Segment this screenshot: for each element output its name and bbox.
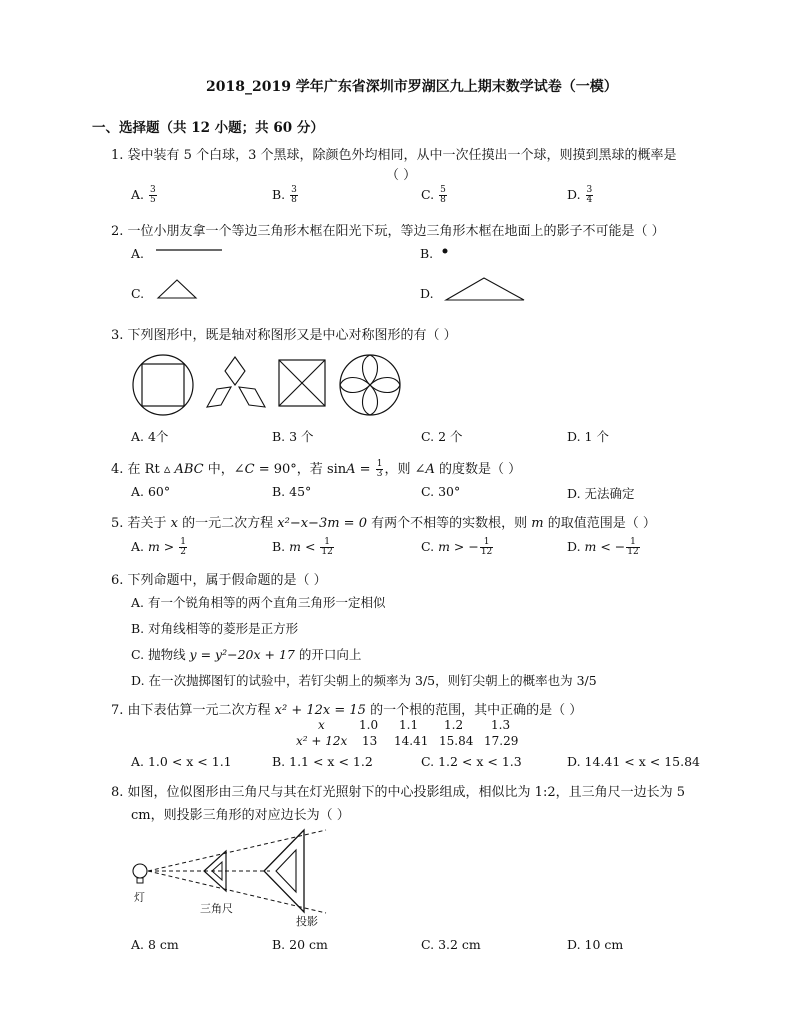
fraction: $\frac{3}{5}$ — [150, 185, 156, 205]
question-7-option-b[interactable]: B. 1.1 < x < 1.2 — [272, 754, 373, 769]
fraction: $\frac{1}{12}$ — [321, 537, 333, 557]
table-header-cell: 1.0 — [359, 718, 379, 732]
lamp-icon — [133, 864, 147, 883]
question-4-option-b[interactable]: B. 45° — [272, 484, 312, 499]
projection-figure — [130, 828, 340, 918]
table-cell: 17.29 — [484, 734, 519, 748]
question-1-answer-paren: （ ） — [386, 168, 417, 183]
question-6-option-c[interactable]: C. 抛物线 y = y²−20x + 17 的开口向上 — [131, 647, 362, 662]
question-1-option-d[interactable] — [567, 186, 594, 205]
table-header-cell: 1.2 — [444, 718, 464, 732]
table-header-cell: 1.1 — [399, 718, 419, 732]
page-title: 2018_2019 学年广东省深圳市罗湖区九上期末数学试卷（一模） — [206, 79, 618, 95]
table-cell: 15.84 — [439, 734, 474, 748]
question-6-stem: 6. 下列命题中，属于假命题的是（ ） — [111, 573, 327, 588]
question-7-option-d[interactable]: D. 14.41 < x < 15.84 — [567, 754, 700, 769]
question-1-option-b[interactable] — [272, 186, 299, 205]
table-cell: 14.41 — [394, 734, 429, 748]
option-label: D. — [567, 187, 581, 202]
question-5-option-d[interactable]: D. m < − $\frac{1}{12}$ — [567, 537, 639, 557]
question-7-option-c[interactable]: C. 1.2 < x < 1.3 — [421, 754, 522, 769]
ruler-label: 三角尺 — [200, 902, 233, 915]
question-7-stem: 7. 由下表估算一元二次方程 x² + 12x = 15 的一个根的范围，其中正确的是（ ） — [111, 703, 583, 718]
question-7-option-a[interactable]: A. 1.0 < x < 1.1 — [131, 754, 232, 769]
question-3-option-a[interactable]: A. 4个 — [131, 429, 169, 444]
table-cell: 13 — [362, 734, 378, 748]
option-label: A. — [131, 187, 145, 202]
question-2-stem: 2. 一位小朋友拿一个等边三角形木框在阳光下玩，等边三角形木框在地面上的影子不可能是（ ） — [111, 224, 665, 239]
fraction: $\frac{1}{12}$ — [480, 537, 493, 557]
question-2-option-a[interactable]: A. — [131, 246, 145, 261]
lamp-label: 灯 — [134, 891, 145, 904]
circle-with-petals-figure — [338, 353, 402, 417]
question-1-option-c[interactable] — [421, 186, 448, 205]
question-8-option-a[interactable]: A. 8 cm — [131, 937, 179, 952]
question-3-option-d[interactable]: D. 1 个 — [567, 429, 609, 444]
question-6-option-b[interactable]: B. 对角线相等的菱形是正方形 — [131, 621, 299, 636]
fraction: $\frac{1}{3}$ — [376, 459, 383, 479]
question-3-option-c[interactable]: C. 2 个 — [421, 429, 463, 444]
question-8-option-b[interactable]: B. 20 cm — [272, 937, 328, 952]
section-heading: 一、选择题（共 12 小题；共 60 分） — [92, 120, 324, 136]
question-4-option-c[interactable]: C. 30° — [421, 484, 461, 499]
question-4-stem: 4. 在 Rt ▵ ABC 中，∠C = 90°，若 sinA = $\frac{1}{3}$ ，则 ∠A 的度数是（ ） — [111, 459, 522, 479]
table-cell: x² + 12x — [296, 734, 348, 748]
table-header-cell: x — [318, 718, 325, 732]
question-8-stem-line2: cm，则投影三角形的对应边长为（ ） — [131, 808, 350, 823]
circle-with-square-figure — [131, 353, 195, 417]
question-3-option-b[interactable]: B. 3 个 — [272, 429, 314, 444]
question-8-option-d[interactable]: D. 10 cm — [567, 937, 624, 952]
question-6-option-a[interactable]: A. 有一个锐角相等的两个直角三角形一定相似 — [131, 595, 386, 610]
projection-label: 投影 — [296, 915, 318, 928]
wide-triangle-shadow-figure — [444, 276, 528, 302]
table-header-cell: 1.3 — [491, 718, 511, 732]
fraction: $\frac{3}{4}$ — [586, 185, 593, 205]
question-5-stem: 5. 若关于 x 的一元二次方程 x²−x−3m = 0 有两个不相等的实数根，则 m 的取值范围是（ ） — [111, 516, 656, 531]
question-8-option-c[interactable]: C. 3.2 cm — [421, 937, 481, 952]
question-4-option-a[interactable]: A. 60° — [131, 484, 171, 499]
question-2-option-d[interactable]: D. — [420, 286, 434, 301]
square-with-diagonals-figure — [278, 359, 328, 409]
three-rhombus-figure — [205, 355, 267, 413]
fraction: $\frac{1}{2}$ — [180, 537, 186, 557]
question-2-option-c[interactable]: C. — [131, 286, 145, 301]
fraction: $\frac{3}{8}$ — [291, 185, 297, 205]
fraction: $\frac{1}{12}$ — [627, 537, 639, 557]
question-2-option-b[interactable]: B. — [420, 246, 434, 261]
question-5-option-a[interactable]: A. m > $\frac{1}{2}$ — [131, 537, 186, 557]
dot-shadow-figure — [441, 247, 449, 255]
option-label: B. — [272, 187, 286, 202]
option-label: C. — [421, 187, 435, 202]
question-6-option-d[interactable]: D. 在一次抛掷图钉的试验中，若钉尖朝上的频率为 3/5，则钉尖朝上的概率也为 3/5 — [131, 673, 597, 688]
question-1-stem: 1. 袋中装有 5 个白球，3 个黑球，除颜色外均相同，从中一次任摸出一个球，则摸到黑球的概率是 — [111, 148, 677, 163]
question-3-stem: 3. 下列图形中，既是轴对称图形又是中心对称图形的有（ ） — [111, 328, 457, 343]
question-5-option-b[interactable]: B. m < $\frac{1}{12}$ — [272, 537, 333, 557]
question-8-stem-line1: 8. 如图，位似图形由三角尺与其在灯光照射下的中心投影组成，相似比为 1:2，且三角尺一边长为 5 — [111, 785, 685, 800]
question-4-option-d[interactable]: D. 无法确定 — [567, 486, 635, 501]
small-triangle-shadow-figure — [156, 278, 200, 300]
question-1-option-a[interactable] — [131, 186, 158, 205]
line-segment-shadow-figure — [156, 248, 226, 254]
question-5-option-c[interactable]: C. m > − $\frac{1}{12}$ — [421, 537, 493, 557]
fraction: $\frac{5}{8}$ — [440, 185, 446, 205]
